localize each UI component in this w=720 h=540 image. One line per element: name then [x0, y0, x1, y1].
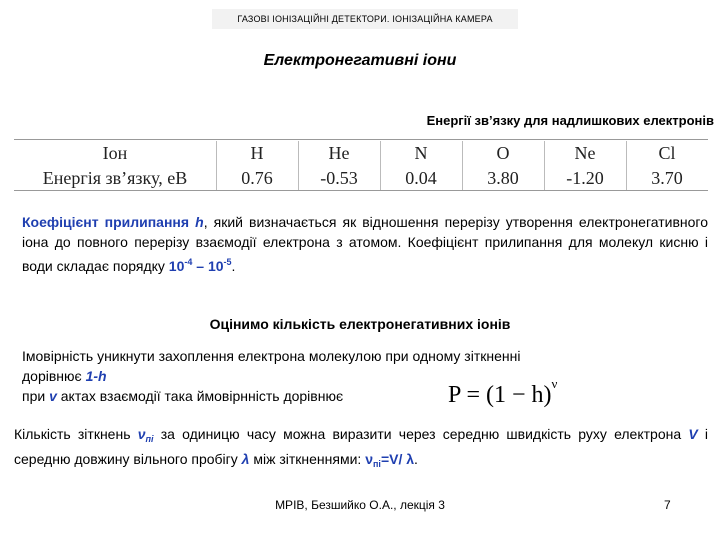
- paragraph-line: [22, 366, 708, 386]
- paragraph-line: Імовірність уникнути захоплення електрона молекулою при одному зіткненні: [22, 348, 521, 364]
- formula-text: P = (1 − h): [448, 382, 552, 408]
- exponent: -5: [223, 257, 232, 267]
- table-bottom-rule: [14, 190, 708, 191]
- energy-cell: 3.70: [651, 168, 683, 188]
- subscript: пі: [145, 434, 154, 444]
- formula-nu: ν: [365, 451, 373, 467]
- value: – 10: [192, 258, 224, 274]
- paragraph-text: актах взаємодії така ймовірнність дорівнює: [56, 388, 344, 404]
- slide-title: Електронегативні іони: [263, 52, 457, 69]
- paragraph-line: [22, 386, 708, 406]
- ion-cell: O: [496, 143, 510, 163]
- ion-cell: Cl: [658, 143, 676, 163]
- energy-cell: -1.20: [566, 168, 604, 188]
- probability-formula: [448, 376, 557, 409]
- ion-cell: N: [414, 143, 428, 163]
- binding-energy-table: [14, 141, 708, 190]
- paragraph-text: і середню довжину вільного пробігу: [14, 426, 709, 467]
- slide-footer: МРІВ, Безшийко О.А., лекція 3: [275, 498, 445, 512]
- symbol-lambda: λ: [241, 451, 250, 467]
- ion-cell: Ne: [574, 143, 596, 163]
- energy-cell: 0.04: [405, 168, 437, 188]
- probability-paragraph: [22, 346, 708, 406]
- section-heading: Оцінимо кількість електронегативних іонів: [209, 316, 511, 332]
- symbol-V: V: [688, 426, 698, 442]
- row-header-ion: Іон: [102, 143, 128, 163]
- symbol-v: v: [49, 388, 57, 404]
- paragraph-text: між зіткненнями:: [249, 451, 366, 467]
- formula-rest: =V/ λ: [380, 451, 415, 467]
- page-number: 7: [664, 498, 671, 512]
- energy-cell: 3.80: [487, 168, 519, 188]
- attachment-coefficient-paragraph: [22, 212, 708, 276]
- formula-exponent: ν: [551, 376, 558, 391]
- slide-header: ГАЗОВІ ІОНІЗАЦІЙНІ ДЕТЕКТОРИ. ІОНІЗАЦІЙНА КАМЕРА: [212, 9, 518, 29]
- energy-cell: -0.53: [320, 168, 358, 188]
- term-attachment-coefficient: Коефіцієнт прилипання: [22, 214, 190, 230]
- paragraph-text: при: [22, 388, 50, 404]
- paragraph-end: .: [231, 258, 236, 274]
- table-top-rule: [14, 139, 708, 140]
- exponent: -4: [184, 257, 193, 267]
- subscript: пі: [373, 459, 381, 469]
- table-energy-row: [14, 166, 708, 190]
- paragraph-end: .: [414, 451, 418, 467]
- ion-cell: H: [250, 143, 264, 163]
- table-header-row: [14, 141, 708, 165]
- paragraph-text: Кількість зіткнень: [14, 426, 138, 442]
- expression-1-h: 1-h: [85, 368, 107, 384]
- paragraph-text: за одиницю часу можна виразити через середню швидкість руху електрона: [153, 426, 689, 442]
- symbol-h: h: [195, 214, 204, 230]
- row-header-energy: Енергія зв’язку, еВ: [42, 168, 188, 188]
- table-caption: Енергії зв’язку для надлишкових електронів: [426, 113, 714, 128]
- energy-cell: 0.76: [241, 168, 273, 188]
- ion-cell: He: [328, 143, 350, 163]
- collision-rate-paragraph: [14, 424, 708, 474]
- paragraph-text: , який визначається як відношення перерізу утворення електронегативного іона до повного перерізу взаємодії електрона з атомом. Коефіцієнт прилипання для молекул кисню і води складає порядку: [22, 214, 709, 274]
- symbol-nu: ν: [137, 426, 146, 442]
- value: 10: [168, 258, 185, 274]
- paragraph-text: дорівнює: [22, 368, 86, 384]
